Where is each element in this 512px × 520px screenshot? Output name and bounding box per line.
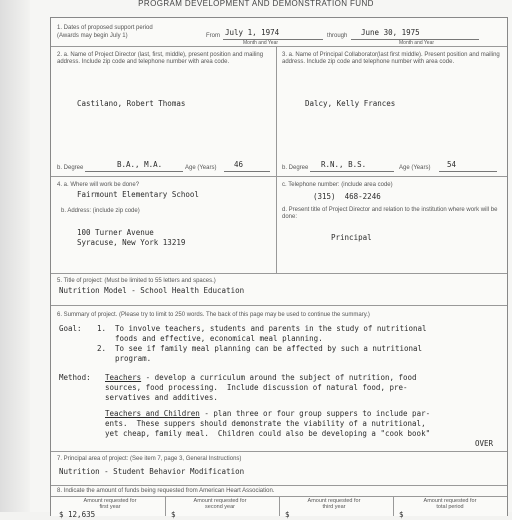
funding-row	[51, 485, 507, 519]
collaborator-degree[interactable]: R.N., B.S.	[321, 160, 367, 169]
teachers-paragraph	[105, 373, 417, 383]
dates-row	[51, 18, 507, 47]
from-caption: Month and Year	[243, 40, 279, 46]
project-title-label: 5. Title of project: (Must be limited to 55 letters and spaces.)	[57, 278, 216, 284]
through-value[interactable]: June 30, 1975	[361, 28, 420, 37]
teachers-line1: - develop a curriculum around the subject of nutrition, food	[141, 373, 417, 382]
work-place[interactable]: Fairmount Elementary School	[77, 190, 199, 199]
funding-col2-head2: second year	[205, 504, 235, 510]
funding-col3-value[interactable]: $	[285, 510, 290, 519]
funding-col2-head1: Amount requested for	[193, 498, 247, 504]
location-row	[51, 176, 507, 274]
application-form	[50, 17, 508, 519]
address-line1[interactable]: 100 Turner Avenue	[77, 228, 154, 237]
project-title[interactable]: Nutrition Model - School Health Education	[59, 286, 245, 295]
present-title[interactable]: Principal	[331, 233, 372, 242]
principal-area-row	[51, 451, 507, 486]
dates-label: 1. Dates of proposed support period	[57, 25, 153, 31]
director-age-label: Age (Years)	[185, 165, 217, 171]
director-age[interactable]: 46	[234, 160, 244, 169]
collaborator-label: 3. a. Name of Principal Collaborator(last first middle). Present position and mailing address. Include zip code and telephone number with area code.	[282, 52, 500, 65]
work-place-label: 4. a. Where will work be done?	[57, 182, 140, 188]
goal-2-line1: To see if family meal planning can be affected by such a nutritional	[115, 344, 423, 353]
teachers-line2: sources, food processing. Include discussion of natural food, pre-	[105, 383, 408, 392]
teachers-children-line1: - plan three or four group suppers to include par-	[199, 409, 431, 418]
funding-col4-value[interactable]: $	[399, 510, 404, 519]
collaborator-age-label: Age (Years)	[399, 165, 431, 171]
goal-1-number: 1.	[97, 324, 107, 333]
address-label: b. Address: (include zip code)	[61, 208, 140, 214]
scan-shadow	[0, 0, 30, 512]
from-label: From	[206, 33, 220, 39]
goal-2-number: 2.	[97, 344, 107, 353]
goal-1-line2: foods and effective, economical meal planning.	[115, 334, 323, 343]
summary-row	[51, 305, 507, 452]
funding-col3-head2: third year	[322, 504, 346, 510]
teachers-children-line2: ents. These suppers should demonstrate the viability of a nutritional,	[105, 419, 426, 428]
funding-col1-head2: first year	[99, 504, 121, 510]
director-name[interactable]: Castilano, Robert Thomas	[77, 99, 186, 108]
funding-label: 8. Indicate the amount of funds being requested from American Heart Association.	[57, 488, 275, 494]
address-line2[interactable]: Syracuse, New York 13219	[77, 238, 186, 247]
principal-area-label: 7. Principal area of project: (See item 7, page 3, General Instructions)	[57, 456, 242, 462]
funding-col1-head1: Amount requested for	[83, 498, 137, 504]
teachers-heading: Teachers	[105, 373, 142, 382]
goal-1-line1: To involve teachers, students and parents in the study of nutritional	[115, 324, 427, 333]
summary-label: 6. Summary of project. (Please try to limit to 250 words. The back of this page may be used to continue the summary.)	[57, 312, 370, 318]
telephone[interactable]: (315) 468-2246	[313, 192, 381, 201]
director-label: 2. a. Name of Project Director (last, first, middle), present position and mailing address. Include zip code and telephone number with area code.	[57, 52, 264, 65]
through-caption: Month and Year	[399, 40, 435, 46]
goal-heading: Goal:	[59, 324, 82, 333]
form-title: PROGRAM DEVELOPMENT AND DEMONSTRATION FUND	[138, 0, 374, 8]
through-label: through	[327, 33, 348, 39]
project-title-row	[51, 273, 507, 306]
teachers-children-line3: yet cheap, family meal. Children could also be developing a "cook book"	[105, 429, 431, 438]
teachers-children-paragraph	[105, 409, 430, 419]
funding-col2-value[interactable]: $	[171, 510, 176, 519]
goal-2-line2: program.	[115, 354, 152, 363]
principal-area[interactable]: Nutrition - Student Behavior Modification	[59, 467, 245, 476]
funding-col4-head2: total period	[436, 504, 464, 510]
method-heading: Method:	[59, 373, 91, 382]
teachers-line3: servatives and additives.	[105, 393, 218, 402]
people-row	[51, 46, 507, 177]
collaborator-degree-label: b. Degree	[282, 165, 309, 171]
funding-col4-head1: Amount requested for	[423, 498, 477, 504]
teachers-children-heading: Teachers and Children	[105, 409, 200, 418]
funding-col1-value[interactable]: $ 12,635	[59, 510, 96, 519]
director-degree-label: b. Degree	[57, 165, 84, 171]
collaborator-age[interactable]: 54	[447, 160, 457, 169]
collaborator-name[interactable]: Dalcy, Kelly Frances	[305, 99, 396, 108]
telephone-label: c. Telephone number: (include area code)	[282, 182, 393, 188]
funding-col3-head1: Amount requested for	[307, 498, 361, 504]
from-value[interactable]: July 1, 1974	[225, 28, 280, 37]
present-title-label: d. Present title of Project Director and relation to the institution where work will be done:	[282, 207, 498, 220]
over-note: OVER	[475, 439, 494, 448]
dates-sublabel: (Awards may begin July 1)	[57, 33, 128, 39]
director-degree[interactable]: B.A., M.A.	[117, 160, 163, 169]
